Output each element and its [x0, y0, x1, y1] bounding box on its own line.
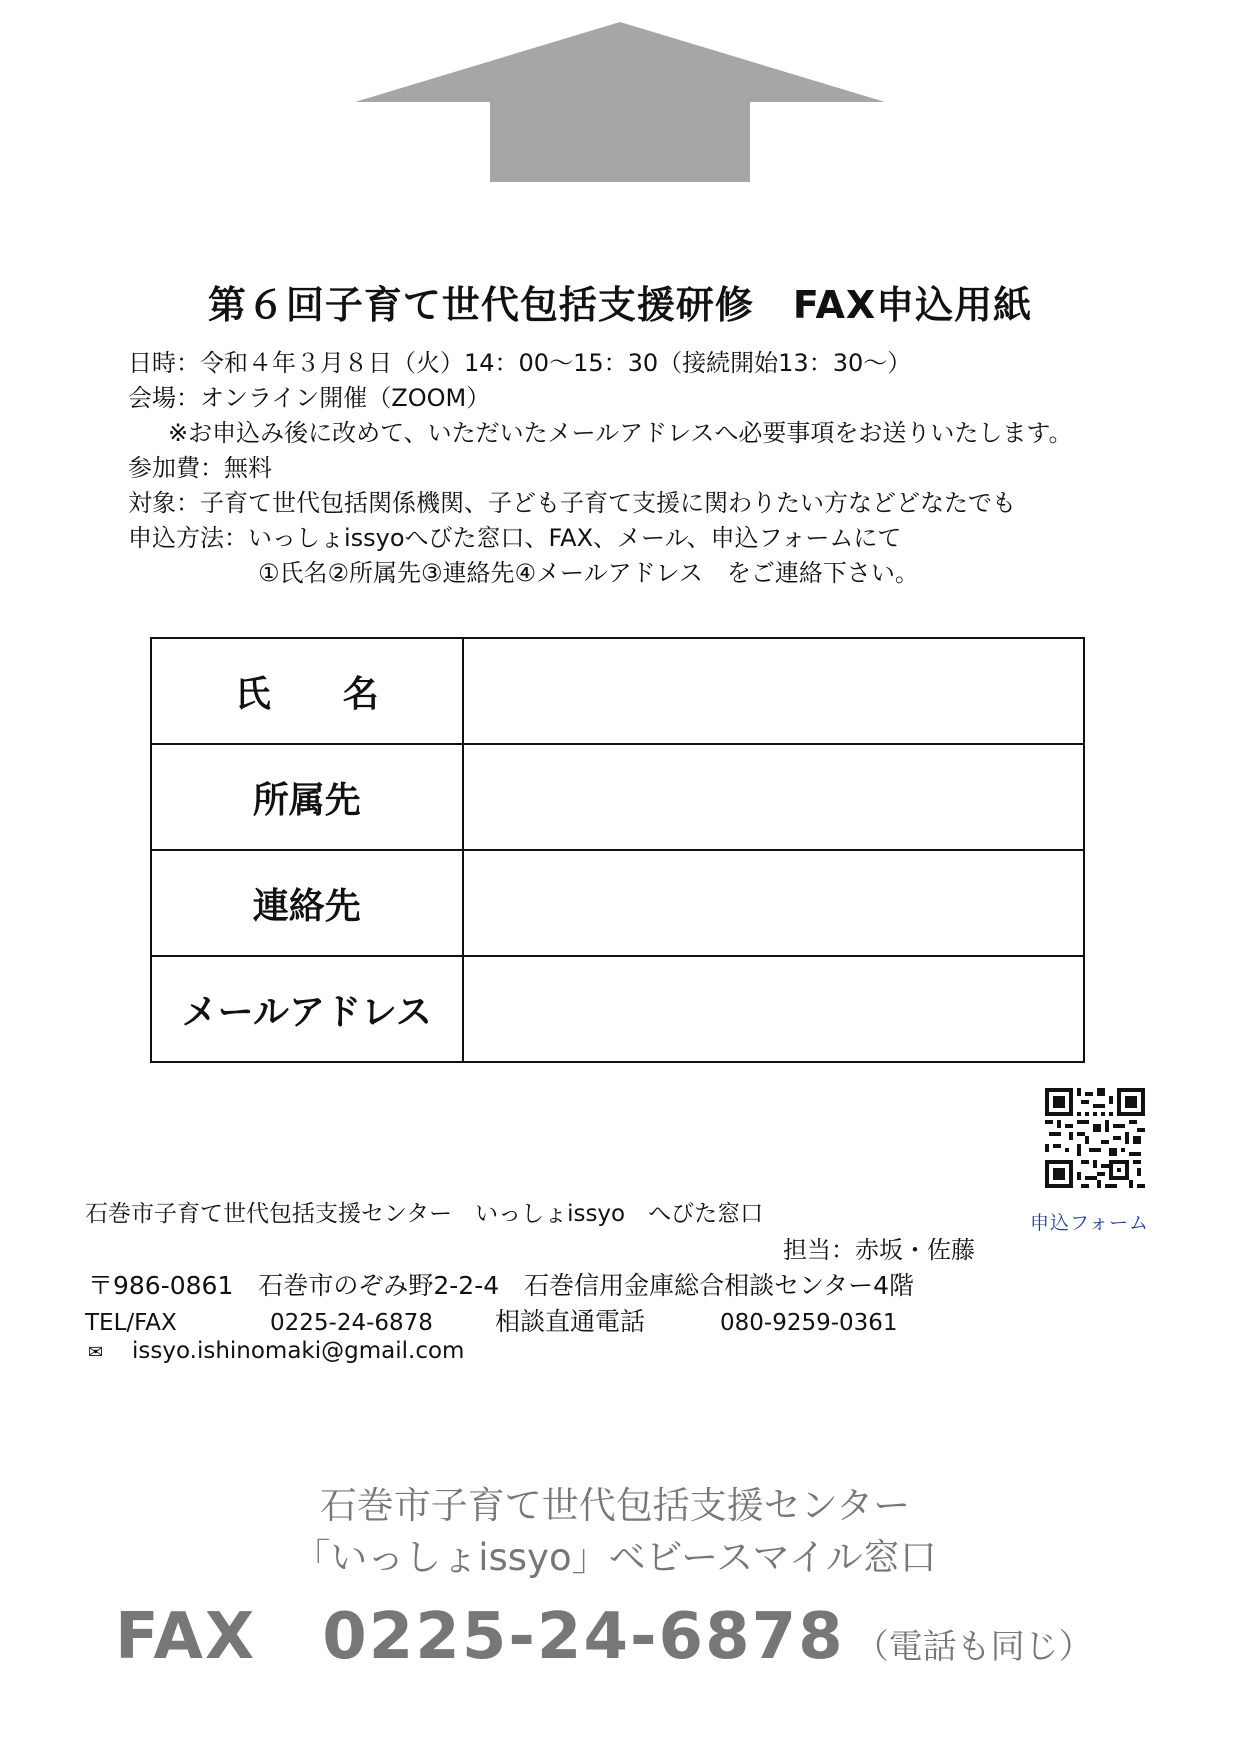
footer-fax	[115, 1585, 1093, 1677]
footer-fax-note: （電話も同じ）	[854, 1627, 1093, 1667]
envelope-icon: ✉	[88, 1342, 104, 1363]
info-fee: 参加費：無料	[128, 454, 272, 482]
form-row-contact	[151, 850, 1084, 956]
tel-fax-number: 0225-24-6878	[270, 1310, 433, 1336]
page-title: 第６回子育て世代包括支援研修 FAX申込用紙	[207, 283, 1033, 327]
footer-fax-number: FAX 0225-24-6878	[115, 1600, 845, 1674]
contact-email	[88, 1338, 464, 1364]
info-datetime: 日時：令和４年３月８日（火）14：00～15：30（接続開始13：30～）	[128, 349, 912, 377]
form-row-name	[151, 638, 1084, 744]
up-arrow-icon	[355, 22, 885, 182]
name-label: 氏 名	[151, 638, 463, 744]
info-method-detail: ①氏名②所属先③連絡先④メールアドレス をご連絡下さい。	[258, 559, 919, 587]
direct-line-label: 相談直通電話	[495, 1307, 646, 1336]
footer-center-name: 石巻市子育て世代包括支援センター	[319, 1484, 911, 1527]
info-target: 対象：子育て世代包括関係機関、子ども子育て支援に関わりたい方などどなたでも	[128, 489, 1016, 517]
direct-line-number: 080-9259-0361	[720, 1310, 898, 1336]
tel-fax-label: TEL/FAX	[85, 1310, 177, 1336]
contact-address: 〒986-0861 石巻市のぞみ野2-2-4 石巻信用金庫総合相談センター4階	[88, 1271, 915, 1300]
email-address: issyo.ishinomaki@gmail.com	[132, 1338, 465, 1364]
qr-code-icon[interactable]	[1045, 1088, 1145, 1188]
contact-phones	[85, 1302, 898, 1338]
info-venue-note: ※お申込み後に改めて、いただいたメールアドレスへ必要事項をお送りいたします。	[168, 419, 1073, 447]
footer-window-name: 「いっしょissyo」ベビースマイル窓口	[293, 1536, 937, 1579]
contact-field[interactable]	[463, 850, 1084, 956]
application-form-link[interactable]: 申込フォーム	[1030, 1212, 1150, 1234]
contact-person: 担当：赤坂・佐藤	[783, 1236, 975, 1264]
affiliation-field[interactable]	[463, 744, 1084, 850]
affiliation-label: 所属先	[151, 744, 463, 850]
form-row-email	[151, 956, 1084, 1062]
info-method: 申込方法：いっしょissyoへびた窓口、FAX、メール、申込フォームにて	[128, 524, 902, 552]
info-venue: 会場：オンライン開催（ZOOM）	[128, 384, 491, 412]
application-form-table	[150, 637, 1085, 1063]
form-row-affiliation	[151, 744, 1084, 850]
contact-organization: 石巻市子育て世代包括支援センター いっしょissyo へびた窓口	[85, 1201, 764, 1227]
contact-label: 連絡先	[151, 850, 463, 956]
email-label: メールアドレス	[151, 956, 463, 1062]
email-field[interactable]	[463, 956, 1084, 1062]
event-info	[128, 346, 1073, 591]
name-field[interactable]	[463, 638, 1084, 744]
